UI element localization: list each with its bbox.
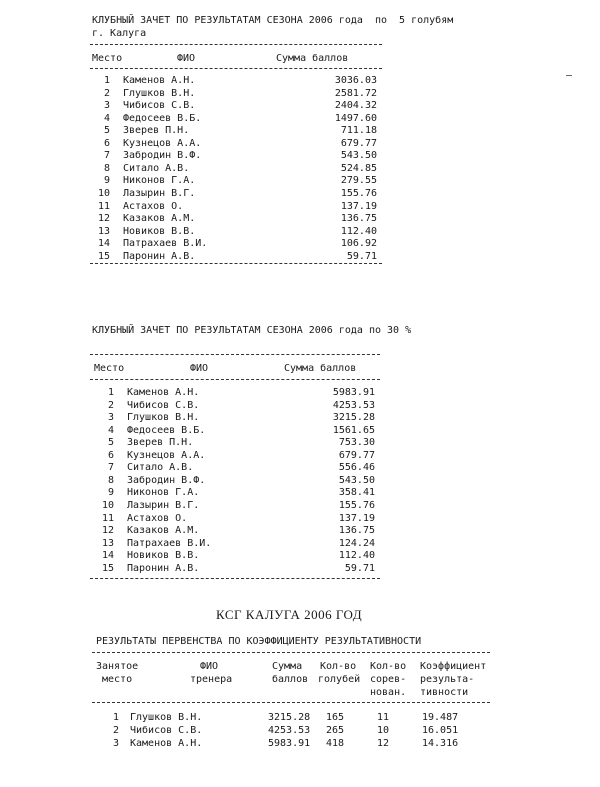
table-row — [0, 75, 600, 87]
name-cell: Патрахаев В.И. — [127, 537, 212, 549]
header-name: ФИО — [177, 53, 196, 64]
divider — [90, 44, 382, 45]
name-cell: Никонов Г.А. — [127, 487, 200, 499]
header-score: Сумма баллов — [276, 53, 349, 64]
header-place-l1: Занятое — [96, 661, 139, 672]
name-cell: Забродин В.Ф. — [127, 474, 206, 486]
header-name-l1: ФИО — [200, 661, 219, 672]
table-row — [0, 712, 600, 724]
place-cell: 5 — [103, 125, 110, 137]
place-cell: 11 — [97, 200, 110, 212]
coef-cell: 16.051 — [422, 725, 459, 736]
header-comps-l1: Кол-во — [370, 661, 407, 672]
score-cell: 543.50 — [340, 150, 377, 162]
divider — [90, 379, 380, 380]
score-cell: 112.40 — [340, 225, 377, 237]
place-cell: 6 — [103, 137, 110, 149]
divider — [90, 354, 380, 355]
name-cell: Кузнецов А.А. — [123, 137, 202, 149]
comps-cell: 10 — [377, 725, 390, 736]
table-row — [0, 238, 600, 250]
sum-cell: 4253.53 — [268, 725, 311, 736]
name-cell: Ситало А.В. — [127, 462, 194, 474]
header-score: Сумма баллов — [284, 363, 357, 374]
table-row — [0, 500, 600, 512]
section3-subtitle: РЕЗУЛЬТАТЫ ПЕРВЕНСТВА ПО КОЭФФИЦИЕНТУ РЕЗУЛЬТАТИВНОСТИ — [96, 636, 422, 647]
place-cell: 1 — [112, 712, 119, 723]
place-cell: 13 — [101, 537, 114, 549]
sum-cell: 3215.28 — [268, 712, 311, 723]
table-row — [0, 425, 600, 437]
header-comps-l3: нован. — [370, 687, 407, 698]
table-row — [0, 138, 600, 150]
section2-title: КЛУБНЫЙ ЗАЧЕТ ПО РЕЗУЛЬТАТАМ СЕЗОНА 2006 года по 30 % — [92, 325, 412, 336]
table-row — [0, 163, 600, 175]
table-row — [0, 513, 600, 525]
place-cell: 8 — [107, 474, 114, 486]
score-cell: 753.30 — [338, 437, 375, 449]
score-cell: 59.71 — [346, 250, 377, 262]
name-cell: Каменов А.Н. — [123, 75, 196, 86]
pigeons-cell: 418 — [326, 738, 345, 749]
section1-title: КЛУБНЫЙ ЗАЧЕТ ПО РЕЗУЛЬТАТАМ СЕЗОНА 2006 года по 5 голубям — [92, 15, 454, 26]
score-cell: 2404.32 — [334, 100, 377, 112]
table-row — [0, 400, 600, 412]
header-coef-l3: тивности — [420, 687, 469, 698]
table-row — [0, 475, 600, 487]
place-cell: 9 — [103, 175, 110, 187]
table-row — [0, 412, 600, 424]
table-row — [0, 725, 600, 737]
place-cell: 3 — [112, 738, 119, 749]
table-row — [0, 525, 600, 537]
score-cell: 279.55 — [340, 175, 377, 187]
name-cell: Новиков В.В. — [123, 225, 196, 237]
place-cell: 11 — [101, 512, 114, 524]
place-cell: 9 — [107, 487, 114, 499]
header-coef-l1: Коэффициент — [420, 661, 487, 672]
place-cell: 4 — [103, 112, 110, 124]
divider — [92, 702, 490, 703]
table-row — [0, 100, 600, 112]
name-cell: Паронин А.В. — [123, 250, 196, 262]
table-row — [0, 437, 600, 449]
name-cell: Федосеев В.Б. — [123, 112, 202, 124]
name-cell: Казаков А.М. — [127, 525, 200, 537]
table-row — [0, 226, 600, 238]
score-cell: 137.19 — [340, 200, 377, 212]
place-cell: 1 — [107, 387, 114, 398]
score-cell: 137.19 — [338, 512, 375, 524]
score-cell: 358.41 — [338, 487, 375, 499]
name-cell: Астахов О. — [123, 200, 184, 212]
score-cell: 2581.72 — [334, 87, 377, 99]
place-cell: 10 — [97, 187, 110, 199]
place-cell: 7 — [103, 150, 110, 162]
sum-cell: 5983.91 — [268, 738, 311, 749]
table-row — [0, 251, 600, 263]
section1-subtitle: г. Калуга — [92, 28, 147, 39]
name-cell: Лазырин В.Г. — [123, 187, 196, 199]
divider — [92, 652, 490, 653]
comps-cell: 12 — [377, 738, 390, 749]
place-cell: 3 — [103, 100, 110, 112]
table-row — [0, 201, 600, 213]
name-cell: Казаков А.М. — [123, 213, 196, 225]
score-cell: 3036.03 — [334, 75, 377, 86]
score-cell: 711.18 — [340, 125, 377, 137]
header-place: Место — [94, 363, 125, 374]
name-cell: Патрахаев В.И. — [123, 238, 208, 250]
name-cell: Глушков В.Н. — [130, 712, 203, 723]
name-cell: Зверев П.Н. — [123, 125, 190, 137]
name-cell: Глушков В.Н. — [127, 412, 200, 424]
score-cell: 136.75 — [340, 213, 377, 225]
name-cell: Чибисов С.В. — [130, 725, 203, 736]
place-cell: 6 — [107, 449, 114, 461]
table-row — [0, 487, 600, 499]
score-cell: 524.85 — [340, 162, 377, 174]
header-place-l2: место — [102, 674, 133, 685]
header-coef-l2: результа- — [420, 674, 475, 685]
score-cell: 556.46 — [338, 462, 375, 474]
place-cell: 4 — [107, 424, 114, 436]
comps-cell: 11 — [377, 712, 390, 723]
divider — [90, 578, 380, 579]
score-cell: 155.76 — [338, 499, 375, 511]
place-cell: 2 — [107, 399, 114, 411]
score-cell: 543.50 — [338, 474, 375, 486]
pigeons-cell: 165 — [326, 712, 345, 723]
table-row — [0, 175, 600, 187]
score-cell: 3215.28 — [332, 412, 375, 424]
name-cell: Ситало А.В. — [123, 162, 190, 174]
name-cell: Астахов О. — [127, 512, 188, 524]
table-row — [0, 387, 600, 399]
score-cell: 1561.65 — [332, 424, 375, 436]
place-cell: 14 — [97, 238, 110, 250]
name-cell: Паронин А.В. — [127, 562, 200, 574]
header-sum-l2: баллов — [272, 674, 309, 685]
header-place: Место — [92, 53, 123, 64]
name-cell: Никонов Г.А. — [123, 175, 196, 187]
score-cell: 679.77 — [340, 137, 377, 149]
section3-title: КСГ КАЛУГА 2006 ГОД — [216, 607, 363, 622]
header-pigeons-l2: голубей — [318, 674, 361, 685]
header-comps-l2: сорев- — [370, 674, 407, 685]
score-cell: 4253.53 — [332, 399, 375, 411]
header-name-l2: тренера — [190, 674, 233, 685]
table-row — [0, 125, 600, 137]
table-row — [0, 462, 600, 474]
place-cell: 10 — [101, 499, 114, 511]
place-cell: 2 — [112, 725, 119, 736]
table-row — [0, 550, 600, 562]
coef-cell: 14.316 — [422, 738, 459, 749]
place-cell: 13 — [97, 225, 110, 237]
name-cell: Чибисов С.В. — [123, 100, 196, 112]
place-cell: 3 — [107, 412, 114, 424]
table-row — [0, 213, 600, 225]
score-cell: 136.75 — [338, 525, 375, 537]
table-row — [0, 150, 600, 162]
pigeons-cell: 265 — [326, 725, 345, 736]
score-cell: 679.77 — [338, 449, 375, 461]
place-cell: 14 — [101, 550, 114, 562]
name-cell: Новиков В.В. — [127, 550, 200, 562]
place-cell: 7 — [107, 462, 114, 474]
table-row — [0, 113, 600, 125]
table-row — [0, 188, 600, 200]
table-row — [0, 738, 600, 750]
place-cell: 2 — [103, 87, 110, 99]
name-cell: Зверев П.Н. — [127, 437, 194, 449]
place-cell: 15 — [101, 562, 114, 574]
score-cell: 106.92 — [340, 238, 377, 250]
score-cell: 112.40 — [338, 550, 375, 562]
name-cell: Кузнецов А.А. — [127, 449, 206, 461]
name-cell: Забродин В.Ф. — [123, 150, 202, 162]
name-cell: Федосеев В.Б. — [127, 424, 206, 436]
place-cell: 15 — [97, 250, 110, 262]
score-cell: 5983.91 — [332, 387, 375, 398]
score-cell: 59.71 — [344, 562, 375, 574]
name-cell: Каменов А.Н. — [130, 738, 203, 749]
place-cell: 12 — [101, 525, 114, 537]
score-cell: 155.76 — [340, 187, 377, 199]
table-row — [0, 538, 600, 550]
place-cell: 1 — [103, 75, 110, 86]
name-cell: Каменов А.Н. — [127, 387, 200, 398]
score-cell: 124.24 — [338, 537, 375, 549]
header-pigeons-l1: Кол-во — [320, 661, 357, 672]
header-name: ФИО — [190, 363, 209, 374]
coef-cell: 19.487 — [422, 712, 459, 723]
name-cell: Глушков В.Н. — [123, 87, 196, 99]
place-cell: 8 — [103, 162, 110, 174]
divider — [90, 68, 382, 69]
name-cell: Чибисов С.В. — [127, 399, 200, 411]
divider — [90, 263, 382, 264]
place-cell: 5 — [107, 437, 114, 449]
header-sum-l1: Сумма — [272, 661, 303, 672]
name-cell: Лазырин В.Г. — [127, 499, 200, 511]
table-row — [0, 450, 600, 462]
table-row — [0, 88, 600, 100]
place-cell: 12 — [97, 213, 110, 225]
score-cell: 1497.60 — [334, 112, 377, 124]
table-row — [0, 563, 600, 575]
